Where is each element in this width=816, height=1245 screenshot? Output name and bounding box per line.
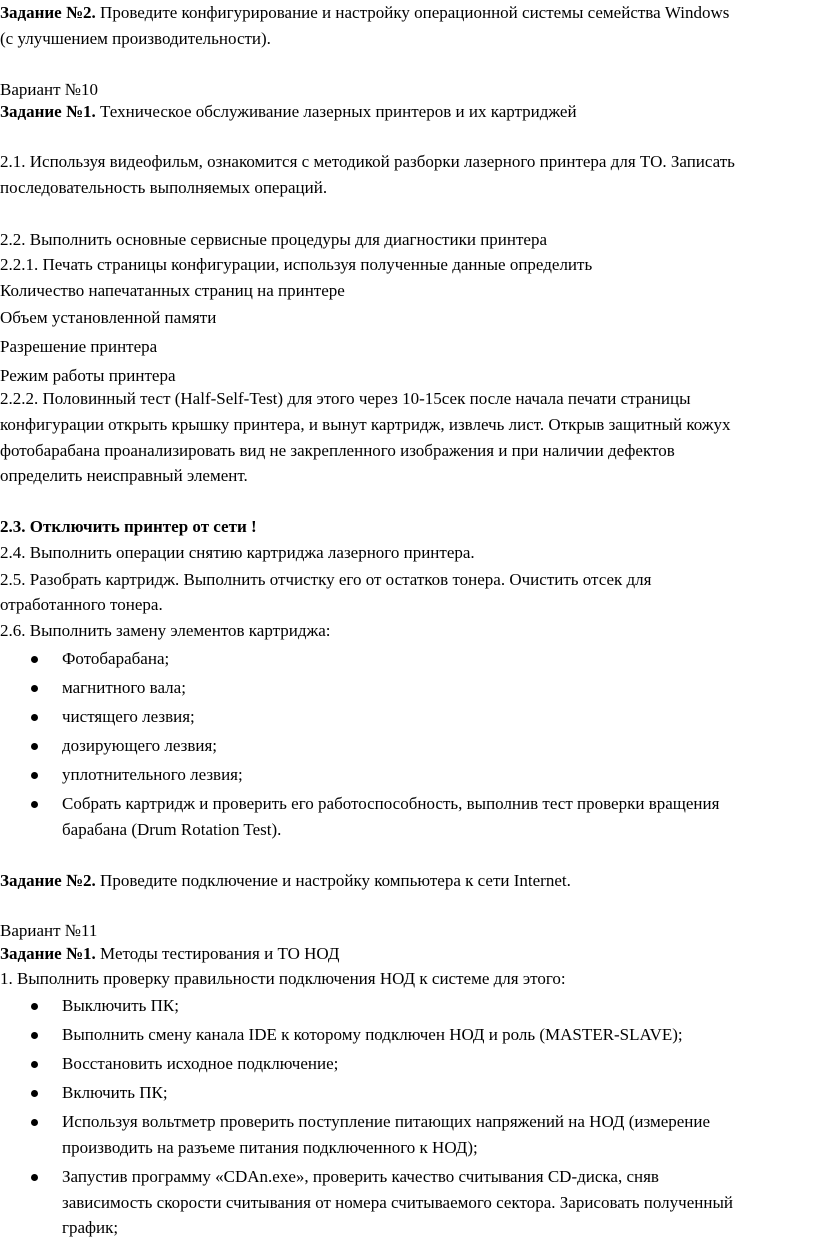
list-item-continued: производить на разъеме питания подключенного к НОД); bbox=[62, 1138, 478, 1157]
list-item: Выполнить смену канала IDE к которому подключен НОД и роль (MASTER-SLAVE); bbox=[62, 1025, 683, 1044]
warning-line bbox=[0, 516, 257, 538]
variant-heading: Вариант №11 bbox=[0, 921, 98, 940]
task-text: Проведите подключение и настройку компьютера к сети Internet. bbox=[95, 871, 571, 890]
list-item-continued: барабана (Drum Rotation Test). bbox=[62, 820, 282, 839]
text-line: 2.2. Выполнить основные сервисные процедуры для диагностики принтера bbox=[0, 230, 548, 249]
bullet-icon bbox=[31, 656, 38, 663]
text-line: последовательность выполняемых операций. bbox=[0, 178, 328, 197]
list-item-continued: зависимость скорости считывания от номера считываемого сектора. Зарисовать полученный bbox=[62, 1193, 733, 1212]
text-line: Количество напечатанных страниц на принтере bbox=[0, 281, 345, 300]
list-item: Включить ПК; bbox=[62, 1083, 168, 1102]
list-item-continued: график; bbox=[62, 1218, 119, 1237]
text-line: фотобарабана проанализировать вид не закрепленного изображения и при наличии дефектов bbox=[0, 441, 675, 460]
bullet-icon bbox=[31, 801, 38, 808]
text-line: конфигурации открыть крышку принтера, и вынут картридж, извлечь лист. Открыв защитный кожух bbox=[0, 415, 731, 434]
task-text: Техническое обслуживание лазерных принтеров и их картриджей bbox=[95, 102, 577, 121]
bullet-icon bbox=[31, 1032, 38, 1039]
text-line: 2.2.1. Печать страницы конфигурации, используя полученные данные определить bbox=[0, 255, 593, 274]
task-label: Задание №1. bbox=[0, 102, 96, 121]
text-line: 2.2.2. Половинный тест (Half-Self-Test) для этого через 10-15сек после начала печати страницы bbox=[0, 389, 691, 408]
variant-heading: Вариант №10 bbox=[0, 80, 99, 99]
bullet-icon bbox=[31, 1003, 38, 1010]
task-label: Задание №2. bbox=[0, 871, 96, 890]
bullet-icon bbox=[31, 1119, 38, 1126]
text-line: определить неисправный элемент. bbox=[0, 466, 248, 485]
bullet-icon bbox=[31, 1061, 38, 1068]
text-line: 2.1. Используя видеофильм, ознакомится с методикой разборки лазерного принтера для ТО. Записать bbox=[0, 152, 735, 171]
task-label: Задание №1. bbox=[0, 944, 96, 963]
text-line: Разрешение принтера bbox=[0, 337, 158, 356]
text-line: отработанного тонера. bbox=[0, 595, 163, 614]
text-line: Объем установленной памяти bbox=[0, 308, 217, 327]
list-item: Фотобарабана; bbox=[62, 649, 170, 668]
task-text: Методы тестирования и ТО НОД bbox=[95, 944, 340, 963]
text-line: 1. Выполнить проверку правильности подключения НОД к системе для этого: bbox=[0, 969, 566, 988]
task-text: Проведите конфигурирование и настройку операционной системы семейства Windows bbox=[95, 3, 730, 22]
list-item: Выключить ПК; bbox=[62, 996, 179, 1015]
list-item: чистящего лезвия; bbox=[62, 707, 195, 726]
task2-heading-line bbox=[0, 2, 729, 24]
text-line: (с улучшением производительности). bbox=[0, 29, 271, 48]
task-label: Задание №2. bbox=[0, 3, 96, 22]
bullet-icon bbox=[31, 1090, 38, 1097]
bullet-icon bbox=[31, 743, 38, 750]
bullet-icon bbox=[31, 714, 38, 721]
text-line: 2.6. Выполнить замену элементов картриджа: bbox=[0, 621, 331, 640]
text-line: Режим работы принтера bbox=[0, 366, 176, 385]
list-item: Восстановить исходное подключение; bbox=[62, 1054, 339, 1073]
bullet-icon bbox=[31, 1174, 38, 1181]
bullet-icon bbox=[31, 772, 38, 779]
list-item: уплотнительного лезвия; bbox=[62, 765, 243, 784]
task1-heading-line bbox=[0, 943, 339, 965]
list-item: Запустив программу «CDAn.exe», проверить качество считывания CD-диска, сняв bbox=[62, 1167, 659, 1186]
list-item: магнитного вала; bbox=[62, 678, 186, 697]
list-item: Собрать картридж и проверить его работоспособность, выполнив тест проверки вращения bbox=[62, 794, 720, 813]
text-line: 2.5. Разобрать картридж. Выполнить отчистку его от остатков тонера. Очистить отсек для bbox=[0, 570, 652, 589]
warning-text: 2.3. Отключить принтер от сети ! bbox=[0, 517, 257, 536]
list-item: Используя вольтметр проверить поступление питающих напряжений на НОД (измерение bbox=[62, 1112, 711, 1131]
task2-heading-line bbox=[0, 870, 571, 892]
text-line: 2.4. Выполнить операции снятию картриджа лазерного принтера. bbox=[0, 543, 475, 562]
task1-heading-line bbox=[0, 101, 577, 123]
bullet-icon bbox=[31, 685, 38, 692]
list-item: дозирующего лезвия; bbox=[62, 736, 217, 755]
